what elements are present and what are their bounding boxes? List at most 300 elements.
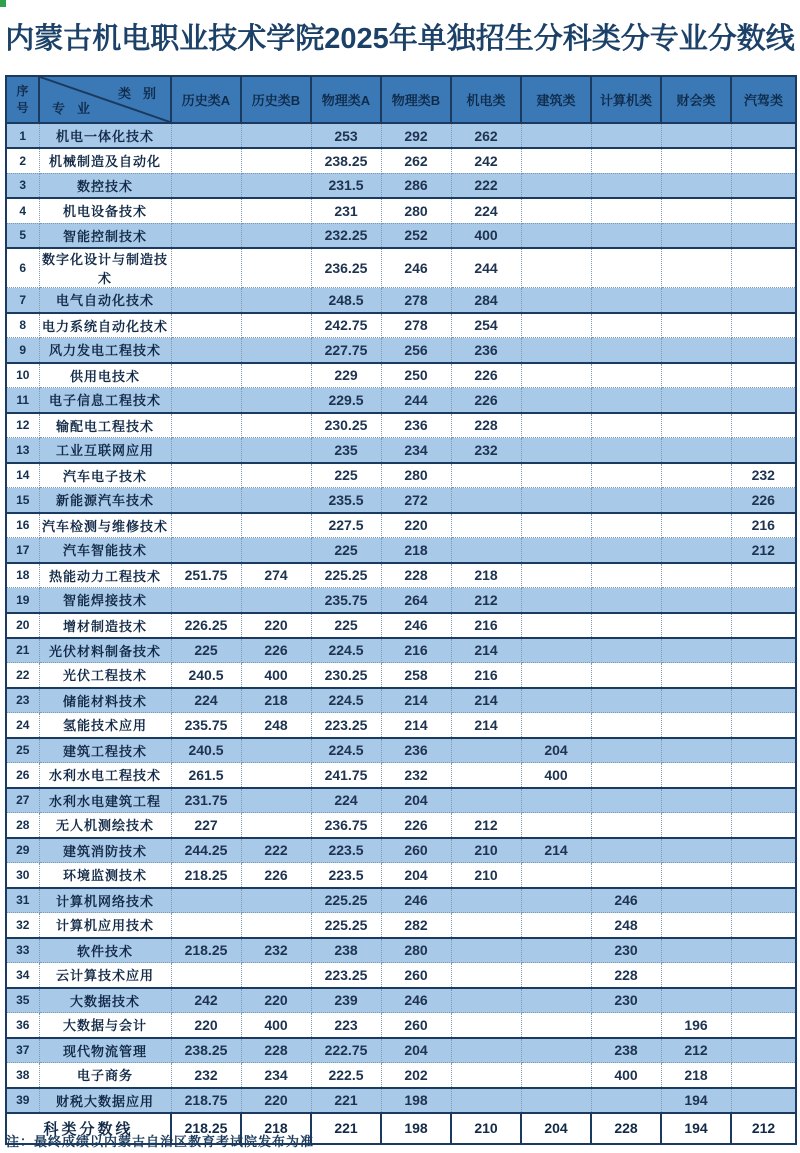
table-row — [6, 313, 796, 338]
score-cell — [731, 863, 796, 888]
score-cell — [591, 513, 661, 538]
table-row — [6, 888, 796, 913]
major-name: 增材制造技术 — [39, 613, 171, 638]
table-row — [6, 198, 796, 223]
major-name: 云计算技术应用 — [39, 963, 171, 988]
col-header-diagonal — [39, 76, 171, 123]
score-cell — [451, 788, 521, 813]
table-row — [6, 863, 796, 888]
row-number: 11 — [6, 388, 39, 413]
score-cell — [241, 888, 311, 913]
score-cell — [451, 1088, 521, 1113]
score-cell — [521, 463, 591, 488]
row-number: 10 — [6, 363, 39, 388]
score-cell — [241, 538, 311, 563]
table-row — [6, 513, 796, 538]
score-cell: 235.5 — [311, 488, 381, 513]
score-cell: 244 — [381, 388, 451, 413]
row-number: 3 — [6, 173, 39, 198]
table-row — [6, 338, 796, 363]
score-cell — [591, 613, 661, 638]
row-number: 24 — [6, 713, 39, 738]
score-cell: 246 — [381, 888, 451, 913]
score-cell — [241, 223, 311, 248]
score-cell: 400 — [451, 223, 521, 248]
table-row — [6, 463, 796, 488]
score-cell — [241, 738, 311, 763]
score-cell — [661, 913, 731, 938]
score-cell — [731, 663, 796, 688]
score-cell — [661, 198, 731, 223]
score-cell: 235 — [311, 438, 381, 463]
score-cell — [731, 288, 796, 313]
score-cell — [521, 963, 591, 988]
col-header-4: 物理类B — [381, 76, 451, 123]
score-cell — [731, 888, 796, 913]
row-number: 13 — [6, 438, 39, 463]
row-number: 32 — [6, 913, 39, 938]
score-cell — [591, 388, 661, 413]
score-cell — [171, 963, 241, 988]
score-cell — [661, 663, 731, 688]
major-name: 热能动力工程技术 — [39, 563, 171, 588]
score-cell: 223 — [311, 1013, 381, 1038]
major-name: 数控技术 — [39, 173, 171, 198]
row-number: 18 — [6, 563, 39, 588]
score-cell: 238 — [311, 938, 381, 963]
score-cell — [661, 738, 731, 763]
score-cell — [731, 123, 796, 148]
score-cell — [241, 288, 311, 313]
table-row — [6, 438, 796, 463]
score-cell — [731, 638, 796, 663]
col-header-1: 历史类A — [171, 76, 241, 123]
score-cell — [731, 813, 796, 838]
table-row — [6, 288, 796, 313]
score-cell: 254 — [451, 313, 521, 338]
score-cell: 220 — [241, 988, 311, 1013]
col-header-5: 机电类 — [451, 76, 521, 123]
score-cell: 235.75 — [171, 713, 241, 738]
score-cell: 274 — [241, 563, 311, 588]
score-cell — [521, 288, 591, 313]
score-cell — [661, 938, 731, 963]
score-cell: 248 — [241, 713, 311, 738]
score-cell — [591, 313, 661, 338]
score-cell — [731, 438, 796, 463]
score-cell — [171, 388, 241, 413]
score-cell: 250 — [381, 363, 451, 388]
major-name: 供用电技术 — [39, 363, 171, 388]
score-cell — [661, 538, 731, 563]
major-name: 输配电工程技术 — [39, 413, 171, 438]
score-cell: 234 — [241, 1063, 311, 1088]
score-cell — [521, 248, 591, 288]
row-number: 8 — [6, 313, 39, 338]
score-cell — [731, 388, 796, 413]
score-cell — [731, 413, 796, 438]
table-row — [6, 538, 796, 563]
table-row — [6, 223, 796, 248]
score-cell — [591, 688, 661, 713]
score-cell: 236 — [381, 738, 451, 763]
score-cell — [451, 763, 521, 788]
score-cell — [661, 363, 731, 388]
score-cell — [521, 223, 591, 248]
score-cell — [171, 588, 241, 613]
score-cell — [241, 788, 311, 813]
score-cell: 248.5 — [311, 288, 381, 313]
table-row — [6, 148, 796, 173]
score-cell: 260 — [381, 1013, 451, 1038]
score-cell: 204 — [381, 788, 451, 813]
major-name: 汽车智能技术 — [39, 538, 171, 563]
score-cell: 223.5 — [311, 863, 381, 888]
score-cell — [521, 663, 591, 688]
score-cell: 253 — [311, 123, 381, 148]
score-cell: 242.75 — [311, 313, 381, 338]
row-number: 33 — [6, 938, 39, 963]
row-number: 25 — [6, 738, 39, 763]
major-name: 氢能技术应用 — [39, 713, 171, 738]
score-cell: 198 — [381, 1088, 451, 1113]
score-cell — [731, 223, 796, 248]
major-name: 电气自动化技术 — [39, 288, 171, 313]
score-cell — [241, 198, 311, 223]
score-cell — [521, 413, 591, 438]
score-cell: 232 — [731, 463, 796, 488]
score-cell — [591, 663, 661, 688]
score-cell — [171, 148, 241, 173]
score-cell — [521, 513, 591, 538]
score-cell — [661, 223, 731, 248]
score-cell: 261.5 — [171, 763, 241, 788]
score-cell — [591, 173, 661, 198]
score-cell — [661, 838, 731, 863]
score-cell: 240.5 — [171, 663, 241, 688]
score-cell — [591, 123, 661, 148]
score-cell: 204 — [381, 863, 451, 888]
score-cell — [731, 338, 796, 363]
score-cell: 226 — [381, 813, 451, 838]
score-cell — [241, 913, 311, 938]
row-number: 30 — [6, 863, 39, 888]
score-cell — [521, 813, 591, 838]
score-cell: 220 — [241, 613, 311, 638]
table-row — [6, 123, 796, 148]
score-cell — [731, 838, 796, 863]
score-cell — [731, 913, 796, 938]
score-cell: 227.5 — [311, 513, 381, 538]
score-cell — [591, 738, 661, 763]
table-row — [6, 388, 796, 413]
score-cell: 218 — [241, 688, 311, 713]
score-cell: 238 — [591, 1038, 661, 1063]
score-cell: 214 — [451, 713, 521, 738]
score-cell — [731, 588, 796, 613]
score-cell — [521, 388, 591, 413]
score-cell — [521, 538, 591, 563]
score-cell: 246 — [591, 888, 661, 913]
row-number: 31 — [6, 888, 39, 913]
score-cell: 216 — [731, 513, 796, 538]
score-cell: 272 — [381, 488, 451, 513]
table-row — [6, 563, 796, 588]
score-cell: 224.5 — [311, 688, 381, 713]
score-cell — [521, 713, 591, 738]
score-cell — [521, 988, 591, 1013]
score-cell — [451, 888, 521, 913]
major-corner-label: 专业 — [52, 101, 103, 116]
major-name: 建筑消防技术 — [39, 838, 171, 863]
score-cell: 218 — [381, 538, 451, 563]
score-cell: 227 — [171, 813, 241, 838]
footer-score-cell: 198 — [381, 1113, 451, 1144]
score-cell: 235.75 — [311, 588, 381, 613]
score-cell: 400 — [241, 1013, 311, 1038]
score-cell: 222 — [451, 173, 521, 198]
score-cell: 232 — [171, 1063, 241, 1088]
score-cell: 236 — [451, 338, 521, 363]
score-cell — [521, 123, 591, 148]
score-cell: 216 — [451, 613, 521, 638]
score-cell — [171, 438, 241, 463]
footnote: 注：最终成绩以内蒙古自治区教育考试院发布为准 — [6, 1134, 315, 1149]
score-cell — [661, 863, 731, 888]
score-cell — [591, 1013, 661, 1038]
score-cell: 223.5 — [311, 838, 381, 863]
row-number: 20 — [6, 613, 39, 638]
row-number: 23 — [6, 688, 39, 713]
score-cell: 223.25 — [311, 963, 381, 988]
green-corner-mark — [0, 0, 6, 7]
score-cell — [171, 538, 241, 563]
score-cell: 226 — [241, 863, 311, 888]
major-name: 机械制造及自动化 — [39, 148, 171, 173]
score-cell — [591, 223, 661, 248]
score-cell — [451, 1013, 521, 1038]
score-cell — [731, 738, 796, 763]
header-row — [6, 76, 796, 123]
score-cell: 221 — [311, 1088, 381, 1113]
score-cell — [731, 938, 796, 963]
score-cell: 224.5 — [311, 638, 381, 663]
score-cell — [171, 463, 241, 488]
score-cell — [591, 198, 661, 223]
score-cell: 225 — [311, 613, 381, 638]
score-cell: 264 — [381, 588, 451, 613]
score-cell — [591, 488, 661, 513]
score-cell: 280 — [381, 198, 451, 223]
score-cell: 218.25 — [171, 938, 241, 963]
score-cell: 222.5 — [311, 1063, 381, 1088]
score-cell — [521, 913, 591, 938]
row-number: 14 — [6, 463, 39, 488]
score-cell: 230.25 — [311, 663, 381, 688]
table-row — [6, 413, 796, 438]
score-cell — [731, 1013, 796, 1038]
score-cell — [591, 788, 661, 813]
score-cell — [521, 788, 591, 813]
score-cell — [241, 488, 311, 513]
score-cell: 214 — [521, 838, 591, 863]
score-cell — [521, 638, 591, 663]
score-cell — [451, 488, 521, 513]
row-number: 35 — [6, 988, 39, 1013]
score-cell — [241, 313, 311, 338]
score-cell — [591, 563, 661, 588]
score-cell: 220 — [381, 513, 451, 538]
score-cell — [661, 123, 731, 148]
score-cell: 232 — [451, 438, 521, 463]
score-cell: 214 — [451, 688, 521, 713]
table-row — [6, 1038, 796, 1063]
score-cell: 278 — [381, 288, 451, 313]
score-cell — [521, 1088, 591, 1113]
score-cell — [661, 388, 731, 413]
row-number: 38 — [6, 1063, 39, 1088]
col-header-9: 汽驾类 — [731, 76, 796, 123]
score-cell: 284 — [451, 288, 521, 313]
score-cell — [241, 588, 311, 613]
score-cell: 246 — [381, 248, 451, 288]
score-cell — [171, 288, 241, 313]
col-header-8: 财会类 — [661, 76, 731, 123]
table-row — [6, 363, 796, 388]
score-cell — [171, 338, 241, 363]
major-name: 水利水电建筑工程 — [39, 788, 171, 813]
row-number: 5 — [6, 223, 39, 248]
table-row — [6, 813, 796, 838]
score-cell — [241, 173, 311, 198]
table-row — [6, 788, 796, 813]
score-cell — [521, 688, 591, 713]
score-cell: 242 — [451, 148, 521, 173]
row-number: 28 — [6, 813, 39, 838]
score-cell: 224 — [311, 788, 381, 813]
score-cell: 222.75 — [311, 1038, 381, 1063]
score-cell — [521, 488, 591, 513]
table-row — [6, 963, 796, 988]
score-cell — [661, 488, 731, 513]
score-cell: 246 — [381, 988, 451, 1013]
table-row — [6, 713, 796, 738]
table-row — [6, 913, 796, 938]
score-cell: 246 — [381, 613, 451, 638]
table-row — [6, 248, 796, 288]
score-cell — [521, 338, 591, 363]
major-name: 光伏工程技术 — [39, 663, 171, 688]
score-cell — [241, 413, 311, 438]
major-name: 机电一体化技术 — [39, 123, 171, 148]
score-cell: 229.5 — [311, 388, 381, 413]
score-cell — [661, 713, 731, 738]
score-cell: 227.75 — [311, 338, 381, 363]
score-cell: 236.25 — [311, 248, 381, 288]
scores-table — [5, 75, 797, 1145]
score-cell — [731, 688, 796, 713]
score-cell — [591, 863, 661, 888]
score-cell: 400 — [241, 663, 311, 688]
table-row — [6, 688, 796, 713]
score-cell — [241, 388, 311, 413]
major-name: 软件技术 — [39, 938, 171, 963]
score-cell — [731, 763, 796, 788]
row-number: 1 — [6, 123, 39, 148]
score-cell — [171, 248, 241, 288]
score-cell: 226.25 — [171, 613, 241, 638]
col-header-index — [6, 76, 39, 123]
score-cell: 202 — [381, 1063, 451, 1088]
score-cell — [171, 413, 241, 438]
score-cell: 225.25 — [311, 888, 381, 913]
score-cell — [521, 588, 591, 613]
row-number: 2 — [6, 148, 39, 173]
score-cell — [661, 788, 731, 813]
score-cell: 280 — [381, 938, 451, 963]
score-cell: 194 — [661, 1088, 731, 1113]
score-cell — [241, 148, 311, 173]
row-number: 22 — [6, 663, 39, 688]
row-number: 7 — [6, 288, 39, 313]
score-cell: 244 — [451, 248, 521, 288]
score-cell: 212 — [731, 538, 796, 563]
score-cell — [731, 963, 796, 988]
score-cell: 231.5 — [311, 173, 381, 198]
score-cell — [661, 288, 731, 313]
score-cell — [451, 913, 521, 938]
score-cell — [171, 888, 241, 913]
score-cell — [731, 1063, 796, 1088]
score-cell: 292 — [381, 123, 451, 148]
score-cell: 225 — [311, 538, 381, 563]
row-number: 16 — [6, 513, 39, 538]
col-header-7: 计算机类 — [591, 76, 661, 123]
score-cell — [661, 413, 731, 438]
score-cell — [171, 198, 241, 223]
footer-score-cell: 228 — [591, 1113, 661, 1144]
score-cell — [731, 788, 796, 813]
major-name: 现代物流管理 — [39, 1038, 171, 1063]
score-cell — [171, 913, 241, 938]
score-cell: 212 — [451, 813, 521, 838]
score-cell — [241, 438, 311, 463]
major-name: 计算机网络技术 — [39, 888, 171, 913]
row-number: 26 — [6, 763, 39, 788]
footer-score-cell: 212 — [731, 1113, 796, 1144]
col-header-3: 物理类A — [311, 76, 381, 123]
score-cell — [591, 538, 661, 563]
major-name: 电力系统自动化技术 — [39, 313, 171, 338]
score-cell: 220 — [171, 1013, 241, 1038]
table-row — [6, 738, 796, 763]
row-number: 4 — [6, 198, 39, 223]
score-cell: 228 — [451, 413, 521, 438]
score-cell — [591, 338, 661, 363]
score-cell: 225 — [311, 463, 381, 488]
score-cell: 258 — [381, 663, 451, 688]
score-cell — [731, 563, 796, 588]
score-cell: 252 — [381, 223, 451, 248]
footer-score-cell: 218.25 — [171, 1113, 241, 1144]
score-cell — [241, 338, 311, 363]
score-cell — [591, 713, 661, 738]
score-cell — [521, 363, 591, 388]
score-cell: 224 — [171, 688, 241, 713]
major-name: 数字化设计与制造技术 — [39, 248, 171, 288]
table-row — [6, 1063, 796, 1088]
table-row — [6, 1088, 796, 1113]
